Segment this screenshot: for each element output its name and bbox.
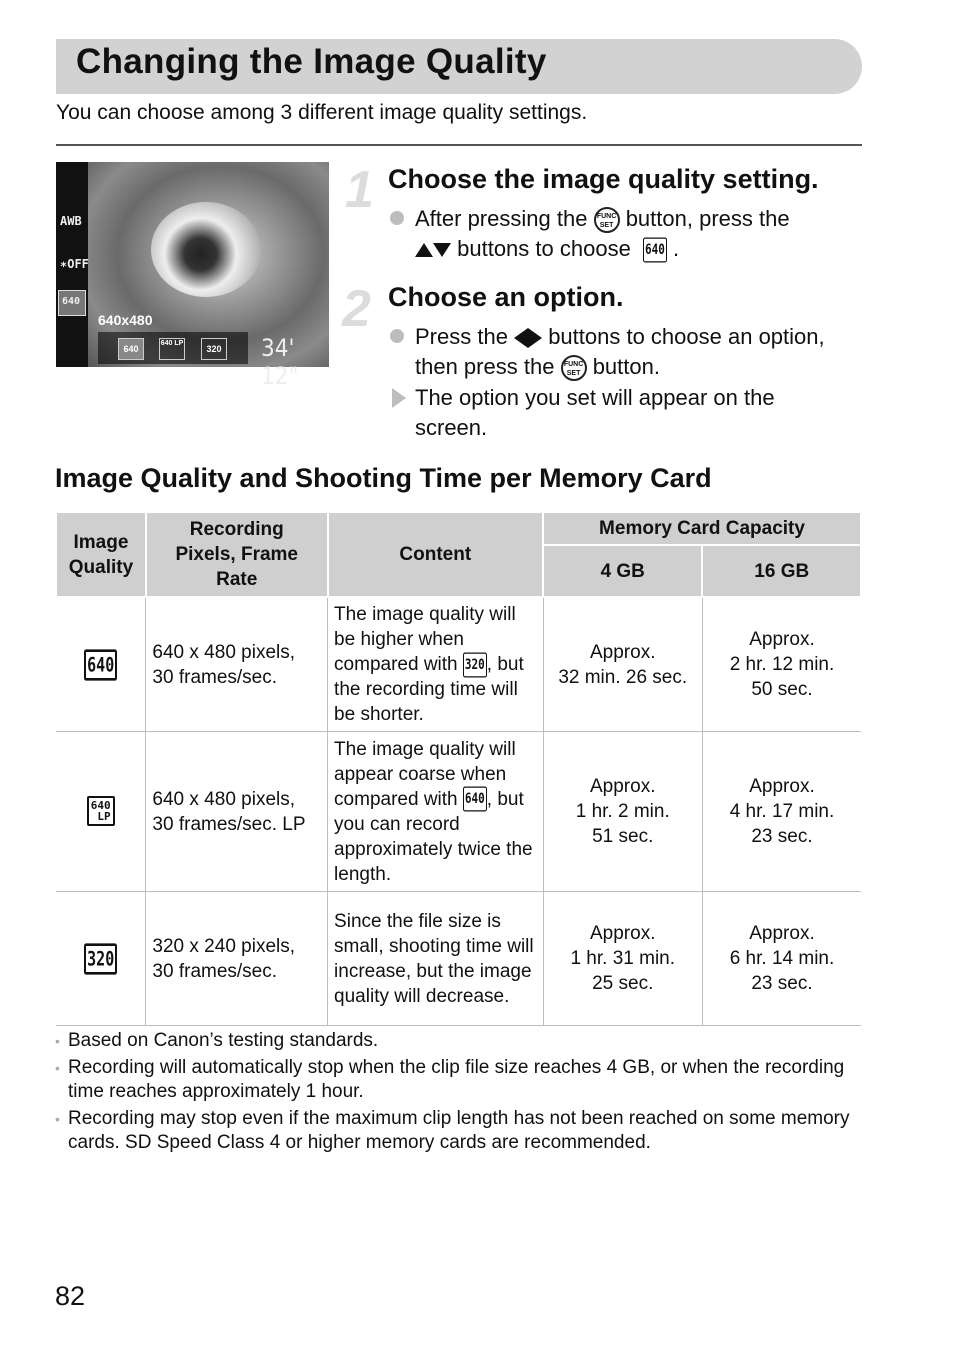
- header-capacity: Memory Card Capacity: [543, 512, 861, 545]
- left-arrow-icon: [514, 328, 528, 348]
- func-set-button-icon: FUNC SET: [594, 207, 620, 233]
- intro-text: You can choose among 3 different image quality settings.: [56, 101, 588, 124]
- list-item: • Recording may stop even if the maximum clip length has not been reached on some memory cards. SD Speed Class 4 or higher memory cards are recommended.: [55, 1107, 855, 1155]
- result-arrow-icon: [392, 388, 406, 408]
- capacity-4gb-cell: Approx. 32 min. 26 sec.: [543, 597, 702, 732]
- screen-quality-label: 640x480: [98, 312, 153, 328]
- bullet-dot-icon: [390, 329, 404, 343]
- screen-subject: [151, 202, 261, 297]
- capacity-16gb-cell: Approx. 2 hr. 12 min. 50 sec.: [702, 597, 861, 732]
- quality-320-icon: 320: [463, 652, 487, 677]
- step-1-text: [415, 204, 865, 264]
- step-2-text-c: then press the: [415, 354, 555, 379]
- content-cell: The image quality will appear coarse when compared with 640 , but you can record approximately twice the length.: [328, 732, 543, 892]
- divider: [56, 144, 862, 146]
- step-2-text: [415, 322, 865, 382]
- step-2-number: 2: [342, 280, 371, 338]
- header-recording: Recording Pixels, Frame Rate: [146, 512, 328, 597]
- screen-remaining-time: 34' 12": [261, 334, 299, 390]
- right-arrow-icon: [528, 328, 542, 348]
- header-4gb: 4 GB: [543, 545, 702, 597]
- step-2-result-a: The option you set will appear on the: [415, 385, 775, 410]
- down-arrow-icon: [433, 243, 451, 257]
- row-icon-cell: [56, 597, 146, 732]
- screen-option-640: 640: [118, 338, 144, 360]
- pixels-cell: 640 x 480 pixels, 30 frames/sec.: [146, 597, 328, 732]
- list-item: • Recording will automatically stop when the clip file size reaches 4 GB, or when the recording time reaches approximately 1 hour.: [55, 1056, 855, 1104]
- table-row: [56, 597, 861, 732]
- pixels-cell: 640 x 480 pixels, 30 frames/sec. LP: [146, 732, 328, 892]
- quality-640-icon: 640: [84, 649, 117, 680]
- step-2-result-b: screen.: [415, 415, 488, 440]
- step-1-text-c: buttons to choose: [457, 236, 631, 261]
- header-content: Content: [328, 512, 543, 597]
- quality-640-icon: 640: [62, 296, 81, 307]
- step-2-title: Choose an option.: [388, 282, 624, 312]
- capacity-4gb-cell: Approx. 1 hr. 2 min. 51 sec.: [543, 732, 702, 892]
- step-1-text-d: .: [673, 236, 680, 261]
- header-16gb: 16 GB: [702, 545, 861, 597]
- step-1-number: 1: [345, 161, 374, 219]
- step-1-text-b: button, press the: [625, 206, 790, 231]
- title-bar: [56, 39, 862, 94]
- quality-table: [55, 511, 862, 1026]
- capacity-16gb-cell: Approx. 4 hr. 17 min. 23 sec.: [702, 732, 861, 892]
- step-1-title: Choose the image quality setting.: [388, 164, 819, 194]
- camera-screen-image: [56, 162, 329, 390]
- step-1-text-a: After pressing the: [415, 206, 588, 231]
- step-2-result: [415, 383, 865, 443]
- content-cell: The image quality will be higher when compared with 320 , but the recording time will be shorter.: [328, 597, 543, 732]
- section-heading: Image Quality and Shooting Time per Memory Card: [55, 463, 712, 493]
- page-title: Changing the Image Quality: [76, 42, 547, 81]
- step-2-text-b: buttons to choose an option,: [548, 324, 825, 349]
- header-image-quality: Image Quality: [56, 512, 146, 597]
- quality-640-icon: 640: [463, 787, 487, 812]
- capacity-4gb-cell: Approx. 1 hr. 31 min. 25 sec.: [543, 892, 702, 1026]
- quality-640lp-icon: 640 LP: [87, 796, 115, 826]
- up-arrow-icon: [415, 243, 433, 257]
- screen-option-640lp: 640 LP: [159, 338, 185, 360]
- quality-640-icon: 640: [643, 238, 667, 263]
- page-number: 82: [55, 1281, 86, 1311]
- list-item: • Based on Canon’s testing standards.: [55, 1029, 855, 1053]
- flash-off-icon: ∗OFF: [60, 257, 89, 271]
- pixels-cell: 320 x 240 pixels, 30 frames/sec.: [146, 892, 328, 1026]
- content-cell: Since the file size is small, shooting time will increase, but the image quality will decrease.: [328, 892, 543, 1026]
- table-row: [56, 892, 861, 1026]
- screen-option-320: 320: [201, 338, 227, 360]
- row-icon-cell: [56, 732, 146, 892]
- step-2-text-a: Press the: [415, 324, 508, 349]
- step-2-text-d: button.: [592, 354, 660, 379]
- row-icon-cell: [56, 892, 146, 1026]
- func-set-button-icon: FUNC SET: [561, 355, 587, 381]
- capacity-16gb-cell: Approx. 6 hr. 14 min. 23 sec.: [702, 892, 861, 1026]
- bullet-dot-icon: [390, 211, 404, 225]
- table-row: [56, 732, 861, 892]
- notes-list: [55, 1029, 855, 1158]
- awb-icon: AWB: [60, 214, 82, 228]
- quality-320-icon: 320: [84, 943, 117, 974]
